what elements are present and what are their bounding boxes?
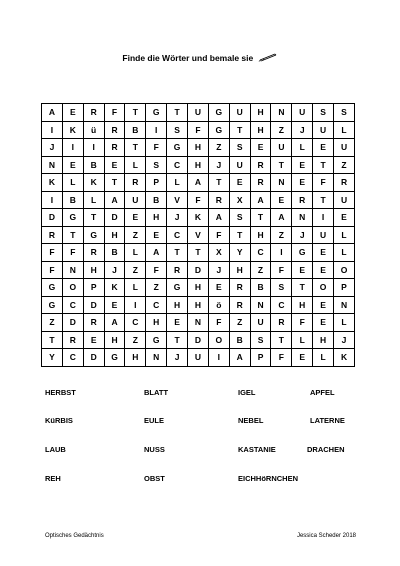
grid-cell: E [313, 261, 334, 279]
grid-cell: H [146, 209, 167, 227]
grid-cell: T [292, 279, 313, 297]
grid-cell: H [104, 331, 125, 349]
grid-cell: Z [208, 139, 229, 157]
grid-cell: C [62, 349, 83, 367]
grid-cell: I [42, 191, 63, 209]
grid-cell: U [188, 104, 209, 122]
grid-cell: H [104, 226, 125, 244]
grid-cell: J [167, 209, 188, 227]
grid-cell: D [188, 261, 209, 279]
grid-cell: H [313, 331, 334, 349]
grid-cell: R [229, 279, 250, 297]
grid-cell: ü [83, 121, 104, 139]
grid-cell: D [83, 349, 104, 367]
grid-cell: R [334, 174, 355, 192]
grid-cell: L [83, 191, 104, 209]
grid-cell: H [188, 156, 209, 174]
grid-cell: K [83, 174, 104, 192]
grid-cell: A [104, 191, 125, 209]
grid-row [42, 296, 355, 314]
grid-cell: P [250, 349, 271, 367]
grid-cell: I [42, 121, 63, 139]
grid-cell: U [334, 139, 355, 157]
grid-cell: S [271, 279, 292, 297]
word-item: APFEL [310, 388, 335, 397]
grid-cell: F [62, 244, 83, 262]
grid-cell: Z [125, 331, 146, 349]
grid-cell: F [42, 244, 63, 262]
grid-cell: O [62, 279, 83, 297]
grid-cell: N [271, 104, 292, 122]
grid-cell: G [62, 209, 83, 227]
grid-cell: H [292, 296, 313, 314]
grid-cell: R [83, 104, 104, 122]
grid-cell: I [146, 121, 167, 139]
grid-cell: B [62, 191, 83, 209]
grid-row [42, 331, 355, 349]
grid-cell: H [188, 296, 209, 314]
grid-cell: A [250, 191, 271, 209]
grid-cell: G [167, 139, 188, 157]
grid-cell: T [167, 244, 188, 262]
grid-cell: L [125, 279, 146, 297]
grid-cell: L [334, 121, 355, 139]
grid-cell: Z [229, 314, 250, 332]
grid-cell: S [146, 156, 167, 174]
grid-cell: R [250, 156, 271, 174]
grid-cell: F [271, 349, 292, 367]
grid-cell: F [208, 314, 229, 332]
grid-cell: N [146, 349, 167, 367]
grid-cell: U [229, 104, 250, 122]
grid-cell: F [208, 226, 229, 244]
grid-cell: U [229, 156, 250, 174]
grid-cell: G [42, 279, 63, 297]
word-item: EULE [144, 416, 165, 425]
word-item: LAUB [45, 445, 66, 454]
grid-cell: C [146, 296, 167, 314]
grid-cell: B [250, 279, 271, 297]
grid-cell: L [167, 174, 188, 192]
grid-cell: O [313, 279, 334, 297]
grid-cell: N [250, 296, 271, 314]
grid-cell: R [292, 191, 313, 209]
grid-cell: F [313, 174, 334, 192]
grid-cell: U [313, 226, 334, 244]
grid-cell: B [83, 156, 104, 174]
grid-cell: J [292, 226, 313, 244]
grid-cell: E [292, 349, 313, 367]
grid-cell: E [146, 226, 167, 244]
grid-cell: I [313, 209, 334, 227]
word-item: LATERNE [310, 416, 345, 425]
grid-cell: E [292, 156, 313, 174]
grid-cell: L [334, 226, 355, 244]
grid-cell: Y [229, 244, 250, 262]
grid-cell: Y [42, 349, 63, 367]
grid-cell: A [42, 104, 63, 122]
grid-cell: C [62, 296, 83, 314]
grid-cell: G [104, 349, 125, 367]
grid-cell: N [188, 314, 209, 332]
grid-cell: S [229, 209, 250, 227]
grid-cell: T [208, 174, 229, 192]
grid-cell: U [250, 314, 271, 332]
grid-cell: F [146, 261, 167, 279]
grid-cell: J [334, 331, 355, 349]
grid-cell: S [334, 104, 355, 122]
grid-cell: E [313, 139, 334, 157]
grid-cell: E [313, 314, 334, 332]
grid-cell: V [167, 191, 188, 209]
grid-cell: R [167, 261, 188, 279]
grid-cell: G [83, 226, 104, 244]
grid-row [42, 261, 355, 279]
grid-cell: R [83, 314, 104, 332]
grid-row [42, 104, 355, 122]
grid-cell: D [188, 331, 209, 349]
grid-cell: C [250, 244, 271, 262]
grid-cell: U [271, 139, 292, 157]
grid-cell: C [125, 314, 146, 332]
grid-cell: T [271, 156, 292, 174]
grid-cell: J [208, 156, 229, 174]
grid-cell: L [62, 174, 83, 192]
grid-cell: E [229, 174, 250, 192]
grid-cell: T [313, 191, 334, 209]
grid-row [42, 121, 355, 139]
word-item: OBST [144, 474, 165, 483]
title-text: Finde die Wörter und bemale sie [122, 53, 254, 63]
grid-row [42, 209, 355, 227]
grid-cell: H [188, 139, 209, 157]
grid-cell: N [62, 261, 83, 279]
grid-row [42, 139, 355, 157]
grid-cell: E [250, 139, 271, 157]
grid-cell: G [208, 104, 229, 122]
grid-cell: F [271, 261, 292, 279]
grid-cell: T [42, 331, 63, 349]
footer-right: Jessica Scheder 2018 [296, 533, 356, 539]
grid-cell: A [208, 209, 229, 227]
grid-cell: H [250, 104, 271, 122]
grid-cell: H [83, 261, 104, 279]
grid-cell: L [334, 314, 355, 332]
grid-row [42, 156, 355, 174]
grid-cell: ö [208, 296, 229, 314]
word-item: NUSS [144, 445, 165, 454]
grid-cell: E [292, 261, 313, 279]
grid-cell: E [167, 314, 188, 332]
grid-cell: X [229, 191, 250, 209]
grid-cell: S [167, 121, 188, 139]
grid-cell: H [250, 121, 271, 139]
grid-cell: H [125, 349, 146, 367]
word-item: HERBST [45, 388, 76, 397]
grid-cell: T [167, 331, 188, 349]
grid-cell: G [292, 244, 313, 262]
grid-cell: Z [271, 226, 292, 244]
grid-cell: I [271, 244, 292, 262]
grid-cell: O [334, 261, 355, 279]
grid-cell: A [271, 209, 292, 227]
grid-cell: K [62, 121, 83, 139]
grid-cell: D [83, 296, 104, 314]
grid-cell: E [313, 296, 334, 314]
grid-cell: T [229, 121, 250, 139]
grid-cell: K [188, 209, 209, 227]
grid-cell: E [104, 296, 125, 314]
page-title [0, 51, 400, 66]
footer-left: Optisches Gedächtnis [45, 533, 104, 539]
grid-cell: Z [125, 226, 146, 244]
grid-cell: R [104, 139, 125, 157]
grid-cell: H [229, 261, 250, 279]
grid-cell: T [188, 244, 209, 262]
grid-cell: V [188, 226, 209, 244]
grid-cell: T [313, 156, 334, 174]
grid-cell: Z [146, 279, 167, 297]
grid-cell: I [62, 139, 83, 157]
grid-cell: E [125, 209, 146, 227]
grid-row [42, 314, 355, 332]
grid-cell: E [83, 331, 104, 349]
grid-cell: G [42, 296, 63, 314]
word-item: KüRBIS [45, 416, 73, 425]
grid-cell: T [125, 139, 146, 157]
grid-cell: R [208, 191, 229, 209]
grid-cell: E [104, 156, 125, 174]
grid-cell: U [188, 349, 209, 367]
grid-cell: F [42, 261, 63, 279]
word-item: BLATT [144, 388, 169, 397]
grid-cell: R [83, 244, 104, 262]
grid-cell: J [104, 261, 125, 279]
grid-cell: E [334, 209, 355, 227]
grid-cell: C [271, 296, 292, 314]
grid-cell: P [83, 279, 104, 297]
grid-cell: G [146, 331, 167, 349]
grid-cell: O [208, 331, 229, 349]
grid-cell: B [104, 244, 125, 262]
grid-cell: A [104, 314, 125, 332]
grid-cell: N [271, 174, 292, 192]
grid-cell: D [42, 209, 63, 227]
grid-cell: Z [271, 121, 292, 139]
grid-cell: B [125, 121, 146, 139]
grid-cell: N [334, 296, 355, 314]
grid-cell: S [250, 331, 271, 349]
grid-cell: C [167, 156, 188, 174]
grid-cell: Z [125, 261, 146, 279]
grid-cell: K [334, 349, 355, 367]
grid-cell: D [104, 209, 125, 227]
grid-cell: R [271, 314, 292, 332]
grid-cell: I [208, 349, 229, 367]
word-item: NEBEL [238, 416, 264, 425]
grid-cell: R [229, 296, 250, 314]
grid-cell: H [167, 296, 188, 314]
grid-cell: T [229, 226, 250, 244]
word-item: DRACHEN [307, 445, 345, 454]
grid-cell: E [292, 174, 313, 192]
grid-cell: L [125, 156, 146, 174]
grid-cell: T [271, 331, 292, 349]
grid-cell: A [229, 349, 250, 367]
grid-cell: G [146, 104, 167, 122]
grid-cell: L [334, 244, 355, 262]
grid-cell: X [208, 244, 229, 262]
grid-cell: T [167, 104, 188, 122]
grid-cell: K [42, 174, 63, 192]
grid-cell: Z [334, 156, 355, 174]
grid-cell: S [229, 139, 250, 157]
grid-cell: L [125, 244, 146, 262]
grid-cell: T [104, 174, 125, 192]
grid-cell: R [62, 331, 83, 349]
grid-cell: P [334, 279, 355, 297]
grid-cell: N [42, 156, 63, 174]
grid-cell: T [83, 209, 104, 227]
grid-cell: F [188, 121, 209, 139]
grid-cell: U [292, 104, 313, 122]
grid-cell: A [146, 244, 167, 262]
grid-cell: R [104, 121, 125, 139]
grid-cell: G [167, 279, 188, 297]
grid-cell: T [62, 226, 83, 244]
grid-row [42, 174, 355, 192]
grid-cell: H [250, 226, 271, 244]
grid-cell: H [146, 314, 167, 332]
grid-cell: A [188, 174, 209, 192]
grid-cell: R [42, 226, 63, 244]
grid-cell: E [313, 244, 334, 262]
grid-cell: L [292, 331, 313, 349]
grid-cell: F [146, 139, 167, 157]
word-item: IGEL [238, 388, 256, 397]
grid-cell: J [208, 261, 229, 279]
grid-cell: R [125, 174, 146, 192]
grid-cell: B [229, 331, 250, 349]
grid-cell: P [146, 174, 167, 192]
grid-row [42, 349, 355, 367]
word-item: EICHHöRNCHEN [238, 474, 298, 483]
grid-cell: R [250, 174, 271, 192]
grid-cell: S [313, 104, 334, 122]
grid-cell: T [125, 104, 146, 122]
grid-cell: E [208, 279, 229, 297]
grid-cell: G [208, 121, 229, 139]
grid-cell: E [62, 104, 83, 122]
grid-cell: J [292, 121, 313, 139]
grid-cell: U [125, 191, 146, 209]
pencil-icon [258, 52, 278, 66]
grid-cell: Z [42, 314, 63, 332]
grid-cell: T [250, 209, 271, 227]
grid-cell: Z [250, 261, 271, 279]
grid-cell: B [146, 191, 167, 209]
grid-row [42, 226, 355, 244]
grid-cell: E [271, 191, 292, 209]
grid-cell: K [104, 279, 125, 297]
grid-cell: F [292, 314, 313, 332]
grid-cell: L [313, 349, 334, 367]
grid-row [42, 279, 355, 297]
grid-cell: L [292, 139, 313, 157]
grid-cell: F [188, 191, 209, 209]
grid-cell: I [125, 296, 146, 314]
grid-cell: F [104, 104, 125, 122]
grid-cell: J [167, 349, 188, 367]
grid-cell: D [62, 314, 83, 332]
grid-cell: N [292, 209, 313, 227]
grid-cell: U [313, 121, 334, 139]
word-search-grid [41, 103, 355, 367]
grid-cell: I [83, 139, 104, 157]
grid-row [42, 244, 355, 262]
grid-cell: U [334, 191, 355, 209]
word-item: KASTANIE [238, 445, 276, 454]
grid-row [42, 191, 355, 209]
grid-cell: J [42, 139, 63, 157]
grid-cell: H [188, 279, 209, 297]
grid-cell: E [62, 156, 83, 174]
grid-cell: C [167, 226, 188, 244]
word-item: REH [45, 474, 61, 483]
